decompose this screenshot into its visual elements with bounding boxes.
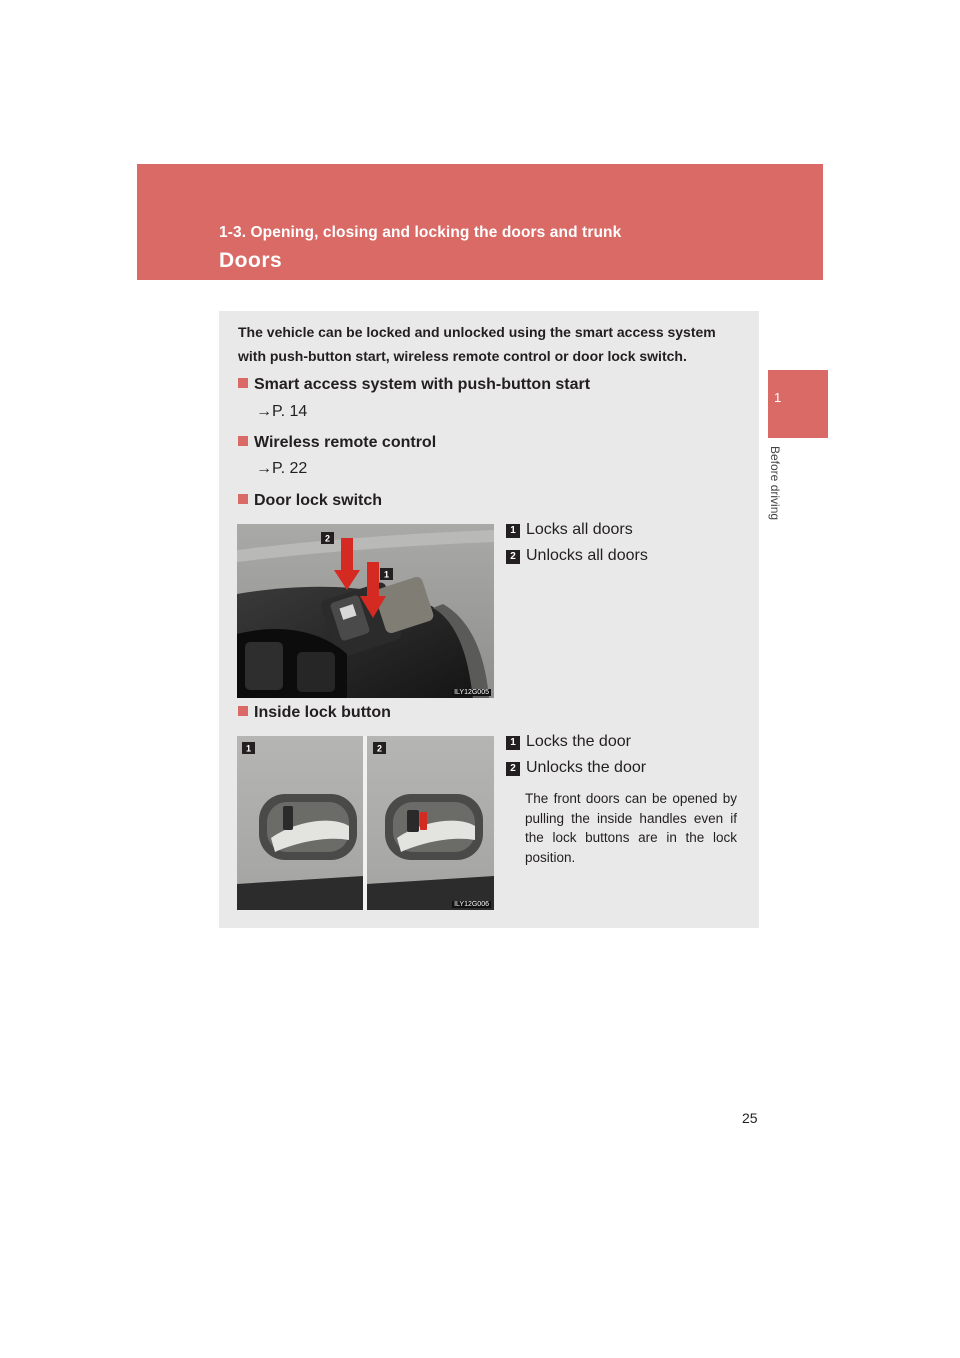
- heading-text: Smart access system with push-button start: [254, 376, 591, 393]
- chapter-header-bar: [137, 164, 823, 280]
- image-code: ILY12G005: [454, 689, 489, 696]
- heading-text: Inside lock button: [254, 704, 391, 721]
- heading-wireless-remote: [238, 434, 436, 452]
- legend-row: [506, 521, 633, 539]
- chapter-tab[interactable]: [768, 370, 828, 438]
- svg-text:1: 1: [245, 743, 252, 754]
- square-bullet-icon: [238, 706, 248, 716]
- callout-2-badge: 2: [506, 762, 520, 776]
- heading-text: Door lock switch: [254, 492, 383, 509]
- svg-text:1: 1: [383, 569, 390, 580]
- callout-1-badge: 1: [506, 736, 520, 750]
- square-bullet-icon: [238, 436, 248, 446]
- chapter-number: 1: [774, 390, 782, 405]
- legend-row: [506, 733, 631, 751]
- page-reference-link[interactable]: →P. 14: [256, 403, 308, 420]
- square-bullet-icon: [238, 494, 248, 504]
- legend-row: [506, 547, 648, 565]
- legend-text: Locks the door: [526, 733, 631, 750]
- image-code: ILY12G006: [454, 901, 489, 908]
- page-reference-link[interactable]: →P. 22: [256, 460, 308, 477]
- legend-text: Unlocks the door: [526, 759, 647, 776]
- page-title: Doors: [219, 249, 283, 272]
- page-number: 25: [742, 1110, 758, 1126]
- inside-lock-button-photo: [237, 736, 494, 910]
- heading-inside-lock-button: [238, 704, 391, 722]
- content-panel: [219, 311, 759, 928]
- section-label: 1-3. Opening, closing and locking the doors and trunk: [219, 224, 622, 241]
- heading-text: Wireless remote control: [254, 434, 437, 451]
- note-text: The front doors can be opened by pulling the inside handles even if the lock buttons are in the lock position.: [525, 791, 737, 865]
- legend-text: Unlocks all doors: [526, 547, 648, 564]
- legend-text: Locks all doors: [526, 521, 633, 538]
- intro-text: The vehicle can be locked and unlocked using the smart access system with push-button start, wireless remote control or door lock switch.: [238, 324, 716, 364]
- heading-smart-access: [238, 376, 590, 394]
- square-bullet-icon: [238, 378, 248, 388]
- legend-row: [506, 759, 646, 777]
- chapter-side-label: [768, 446, 794, 546]
- chapter-label: Before driving: [768, 446, 782, 521]
- svg-text:2: 2: [376, 743, 383, 754]
- callout-2-badge: 2: [506, 550, 520, 564]
- callout-1-badge: 1: [506, 524, 520, 538]
- heading-door-lock-switch: [238, 492, 382, 510]
- svg-text:2: 2: [324, 533, 331, 544]
- door-lock-switch-photo: [237, 524, 494, 698]
